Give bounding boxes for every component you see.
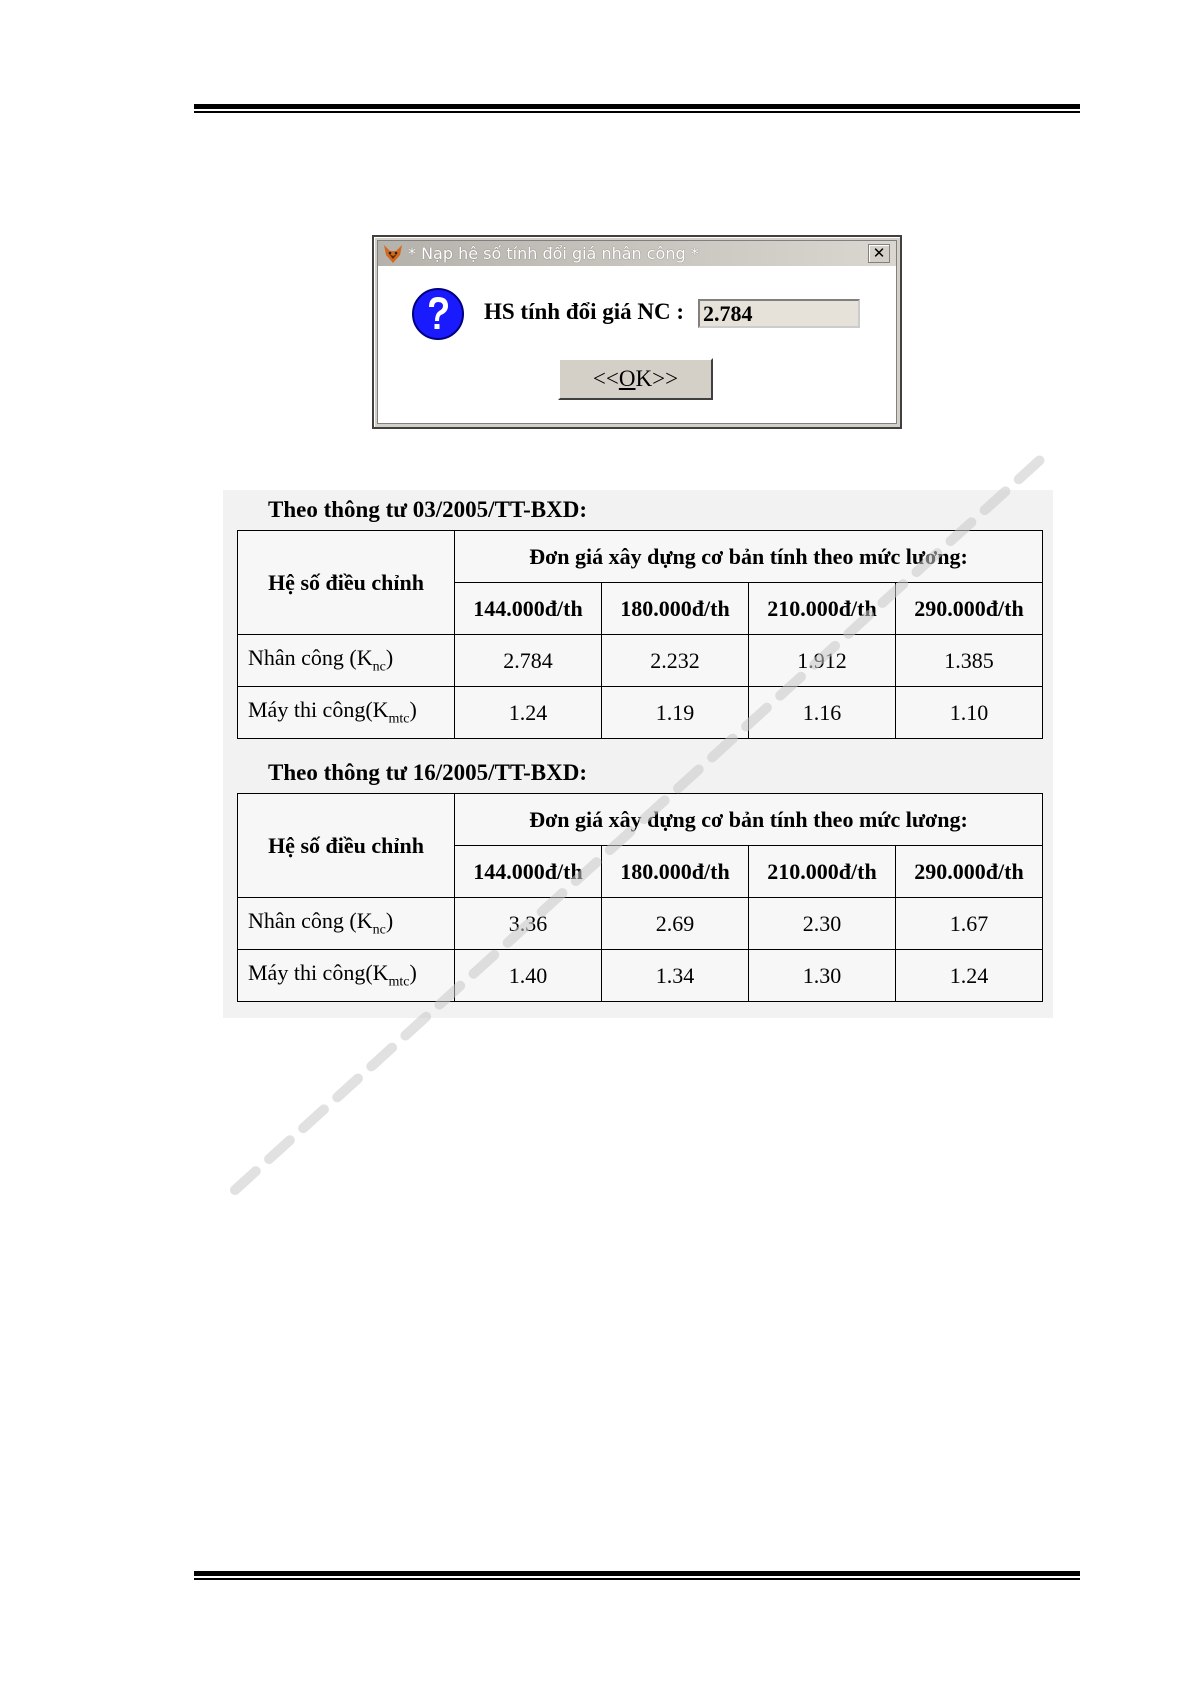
- table-cell: 1.67: [896, 898, 1043, 950]
- coefficient-table-03: [237, 530, 1043, 739]
- ok-label-mnemonic: O: [618, 366, 636, 391]
- table-cell: 3.36: [455, 898, 602, 950]
- coefficient-tables: [223, 490, 1053, 1018]
- corner-header: Hệ số điều chỉnh: [238, 531, 455, 635]
- column-header: 290.000đ/th: [896, 583, 1043, 635]
- group-header: Đơn giá xây dựng cơ bản tính theo mức lương:: [455, 531, 1043, 583]
- table-cell: 2.30: [749, 898, 896, 950]
- footer-rule: [194, 1571, 1080, 1580]
- table-cell: 2.69: [602, 898, 749, 950]
- table-cell: 1.10: [896, 687, 1043, 739]
- column-header: 290.000đ/th: [896, 846, 1043, 898]
- table-cell: 1.385: [896, 635, 1043, 687]
- column-header: 210.000đ/th: [749, 846, 896, 898]
- coefficient-label: HS tính đổi giá NC :: [484, 299, 685, 324]
- row-label: Máy thi $công(K_{mtc})$: [238, 950, 455, 1002]
- table-cell: 1.24: [455, 687, 602, 739]
- table-cell: 1.912: [749, 635, 896, 687]
- ok-label-prefix: <<: [592, 366, 619, 391]
- section-title-16: Theo thông tư 16/2005/TT-BXD:: [268, 760, 588, 785]
- column-header: 144.000đ/th: [455, 583, 602, 635]
- column-header: 180.000đ/th: [602, 846, 749, 898]
- table-cell: 1.19: [602, 687, 749, 739]
- coefficient-input[interactable]: 2.784: [698, 299, 860, 328]
- row-label: Nhân công $(K_{nc})$: [238, 635, 455, 687]
- column-header: 210.000đ/th: [749, 583, 896, 635]
- header-rule: [194, 104, 1080, 113]
- table-row: [238, 687, 1043, 739]
- close-icon: ✕: [872, 244, 886, 262]
- column-header: 144.000đ/th: [455, 846, 602, 898]
- table-cell: 2.232: [602, 635, 749, 687]
- close-button[interactable]: [868, 244, 890, 263]
- group-header: Đơn giá xây dựng cơ bản tính theo mức lương:: [455, 794, 1043, 846]
- table-cell: 1.40: [455, 950, 602, 1002]
- column-header: 180.000đ/th: [602, 583, 749, 635]
- row-label: Máy thi $công(K_{mtc})$: [238, 687, 455, 739]
- coefficient-dialog: [372, 235, 902, 429]
- ok-button[interactable]: [558, 358, 713, 400]
- table-cell: 1.34: [602, 950, 749, 1002]
- row-label: Nhân công $(K_{nc})$: [238, 898, 455, 950]
- ok-label-rest: K>>: [635, 366, 679, 391]
- table-cell: 1.30: [749, 950, 896, 1002]
- dialog-titlebar[interactable]: [378, 241, 896, 266]
- fox-app-icon: [382, 244, 404, 264]
- corner-header: Hệ số điều chỉnh: [238, 794, 455, 898]
- coefficient-table-16: [237, 793, 1043, 1002]
- dialog-body: [377, 240, 897, 424]
- table-cell: 2.784: [455, 635, 602, 687]
- table-cell: 1.24: [896, 950, 1043, 1002]
- table-row: [238, 898, 1043, 950]
- table-row: [238, 635, 1043, 687]
- table-cell: 1.16: [749, 687, 896, 739]
- question-icon: [411, 287, 465, 341]
- table-row: [238, 950, 1043, 1002]
- section-title-03: Theo thông tư 03/2005/TT-BXD:: [268, 497, 588, 522]
- dialog-title: * Nạp hệ số tính đổi giá nhân công *: [408, 244, 699, 263]
